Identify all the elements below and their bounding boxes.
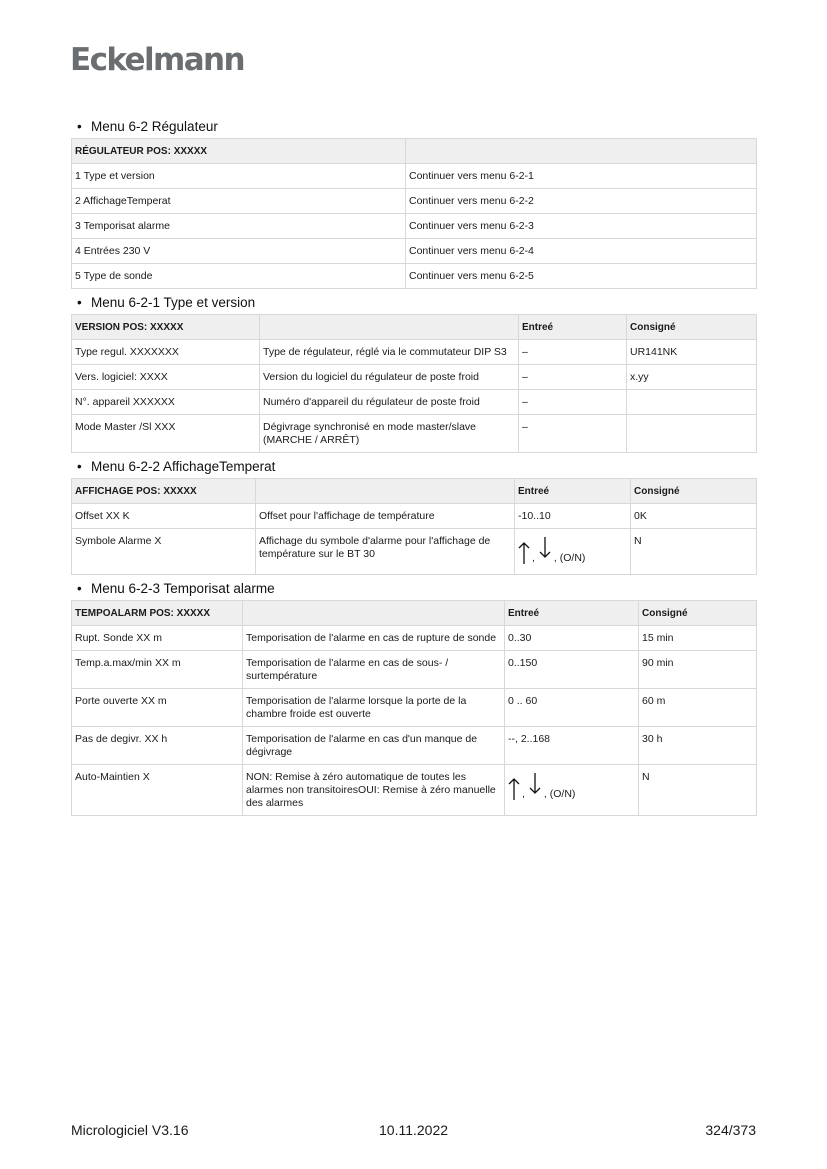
cell: – (519, 415, 627, 453)
table-row (72, 264, 757, 289)
cell: 3 Temporisat alarme (72, 214, 406, 239)
header-cell: Entreé (505, 601, 639, 626)
cell (627, 390, 757, 415)
table-row (72, 689, 757, 727)
table-row (72, 189, 757, 214)
table-row (72, 727, 757, 765)
table-header-row (72, 479, 757, 504)
cell: 90 min (639, 651, 757, 689)
header-cell: Consigné (631, 479, 757, 504)
table-row (72, 164, 757, 189)
cell: Temporisation de l'alarme en cas de sous- / surtempérature (243, 651, 505, 689)
cell: – (519, 340, 627, 365)
cell: Temp.a.max/min XX m (72, 651, 243, 689)
cell: Continuer vers menu 6-2-3 (406, 214, 757, 239)
cell: x.yy (627, 365, 757, 390)
cell: Type regul. XXXXXXX (72, 340, 260, 365)
cell: 60 m (639, 689, 757, 727)
section-title-6-2: • Menu 6-2 Régulateur (77, 119, 218, 134)
table-row (72, 765, 757, 816)
cell: Continuer vers menu 6-2-1 (406, 164, 757, 189)
symbol-tail: , (O/N) (553, 552, 586, 564)
header-cell (256, 479, 515, 504)
arrow-down-icon (528, 773, 542, 797)
arrow-up-icon (508, 777, 520, 801)
cell: Type de régulateur, réglé via le commutateur DIP S3 (260, 340, 519, 365)
table-row (72, 239, 757, 264)
cell: 30 h (639, 727, 757, 765)
cell (515, 529, 631, 575)
cell: Pas de degivr. XX h (72, 727, 243, 765)
footer-date: 10.11.2022 (379, 1122, 449, 1138)
cell: Version du logiciel du régulateur de poste froid (260, 365, 519, 390)
cell: Continuer vers menu 6-2-5 (406, 264, 757, 289)
header-cell: TEMPOALARM POS: XXXXX (72, 601, 243, 626)
table-row (72, 365, 757, 390)
table-header-row (72, 139, 757, 164)
table-row (72, 651, 757, 689)
footer-page-number: 324/373 (705, 1122, 756, 1138)
cell: Continuer vers menu 6-2-2 (406, 189, 757, 214)
arrow-down-icon (538, 537, 552, 561)
symbol-separator: , (522, 788, 525, 800)
cell (627, 415, 757, 453)
cell: Temporisation de l'alarme en cas de rupture de sonde (243, 626, 505, 651)
table-header-row (72, 601, 757, 626)
section-title-6-2-1: • Menu 6-2-1 Type et version (77, 295, 256, 310)
cell: N (631, 529, 757, 575)
table-row (72, 504, 757, 529)
cell: 4 Entrées 230 V (72, 239, 406, 264)
header-cell (243, 601, 505, 626)
header-cell: Entreé (515, 479, 631, 504)
header-cell: VERSION POS: XXXXX (72, 315, 260, 340)
cell: 5 Type de sonde (72, 264, 406, 289)
document-content (71, 118, 756, 821)
cell: Continuer vers menu 6-2-4 (406, 239, 757, 264)
cell (505, 765, 639, 816)
cell: 1 Type et version (72, 164, 406, 189)
header-cell: Consigné (627, 315, 757, 340)
cell: 0K (631, 504, 757, 529)
cell: – (519, 390, 627, 415)
cell: 15 min (639, 626, 757, 651)
cell: N°. appareil XXXXXX (72, 390, 260, 415)
table-version (71, 314, 757, 453)
section-title-6-2-3: • Menu 6-2-3 Temporisat alarme (77, 581, 275, 596)
cell: – (519, 365, 627, 390)
header-cell: Consigné (639, 601, 757, 626)
arrow-symbols (508, 773, 578, 801)
table-row (72, 415, 757, 453)
header-cell (260, 315, 519, 340)
cell: Affichage du symbole d'alarme pour l'affichage de température sur le BT 30 (256, 529, 515, 575)
table-row (72, 214, 757, 239)
cell: Temporisation de l'alarme lorsque la porte de la chambre froide est ouverte (243, 689, 505, 727)
arrow-symbols (518, 537, 588, 565)
cell: Vers. logiciel: XXXX (72, 365, 260, 390)
cell: 0 .. 60 (505, 689, 639, 727)
page-footer (71, 1122, 756, 1140)
cell: Temporisation de l'alarme en cas d'un manque de dégivrage (243, 727, 505, 765)
footer-firmware-version: Micrologiciel V3.16 (71, 1122, 189, 1138)
arrow-up-icon (518, 541, 530, 565)
cell: Auto-Maintien X (72, 765, 243, 816)
cell: 0..30 (505, 626, 639, 651)
header-cell: AFFICHAGE POS: XXXXX (72, 479, 256, 504)
cell: Porte ouverte XX m (72, 689, 243, 727)
cell: Symbole Alarme X (72, 529, 256, 575)
cell: -10..10 (515, 504, 631, 529)
cell: Rupt. Sonde XX m (72, 626, 243, 651)
cell: Mode Master /Sl XXX (72, 415, 260, 453)
cell: Numéro d'appareil du régulateur de poste froid (260, 390, 519, 415)
header-cell: Entreé (519, 315, 627, 340)
table-regulateur (71, 138, 757, 289)
section-title-6-2-2: • Menu 6-2-2 AffichageTemperat (77, 459, 276, 474)
cell: N (639, 765, 757, 816)
symbol-separator: , (532, 552, 535, 564)
cell: --, 2..168 (505, 727, 639, 765)
cell: Dégivrage synchronisé en mode master/slave (MARCHE / ARRÊT) (260, 415, 519, 453)
cell: NON: Remise à zéro automatique de toutes les alarmes non transitoiresOUI: Remise à zéro manuelle des alarmes (243, 765, 505, 816)
table-header-row (72, 315, 757, 340)
cell: Offset pour l'affichage de température (256, 504, 515, 529)
cell: 2 AffichageTemperat (72, 189, 406, 214)
company-logo: Eckelmann (70, 42, 244, 78)
table-row (72, 529, 757, 575)
cell: Offset XX K (72, 504, 256, 529)
table-affichage (71, 478, 757, 575)
table-row (72, 390, 757, 415)
table-row (72, 626, 757, 651)
header-cell (406, 139, 757, 164)
header-cell: RÉGULATEUR POS: XXXXX (72, 139, 406, 164)
table-tempoalarm (71, 600, 757, 816)
symbol-tail: , (O/N) (543, 788, 576, 800)
cell: 0..150 (505, 651, 639, 689)
cell: UR141NK (627, 340, 757, 365)
table-row (72, 340, 757, 365)
